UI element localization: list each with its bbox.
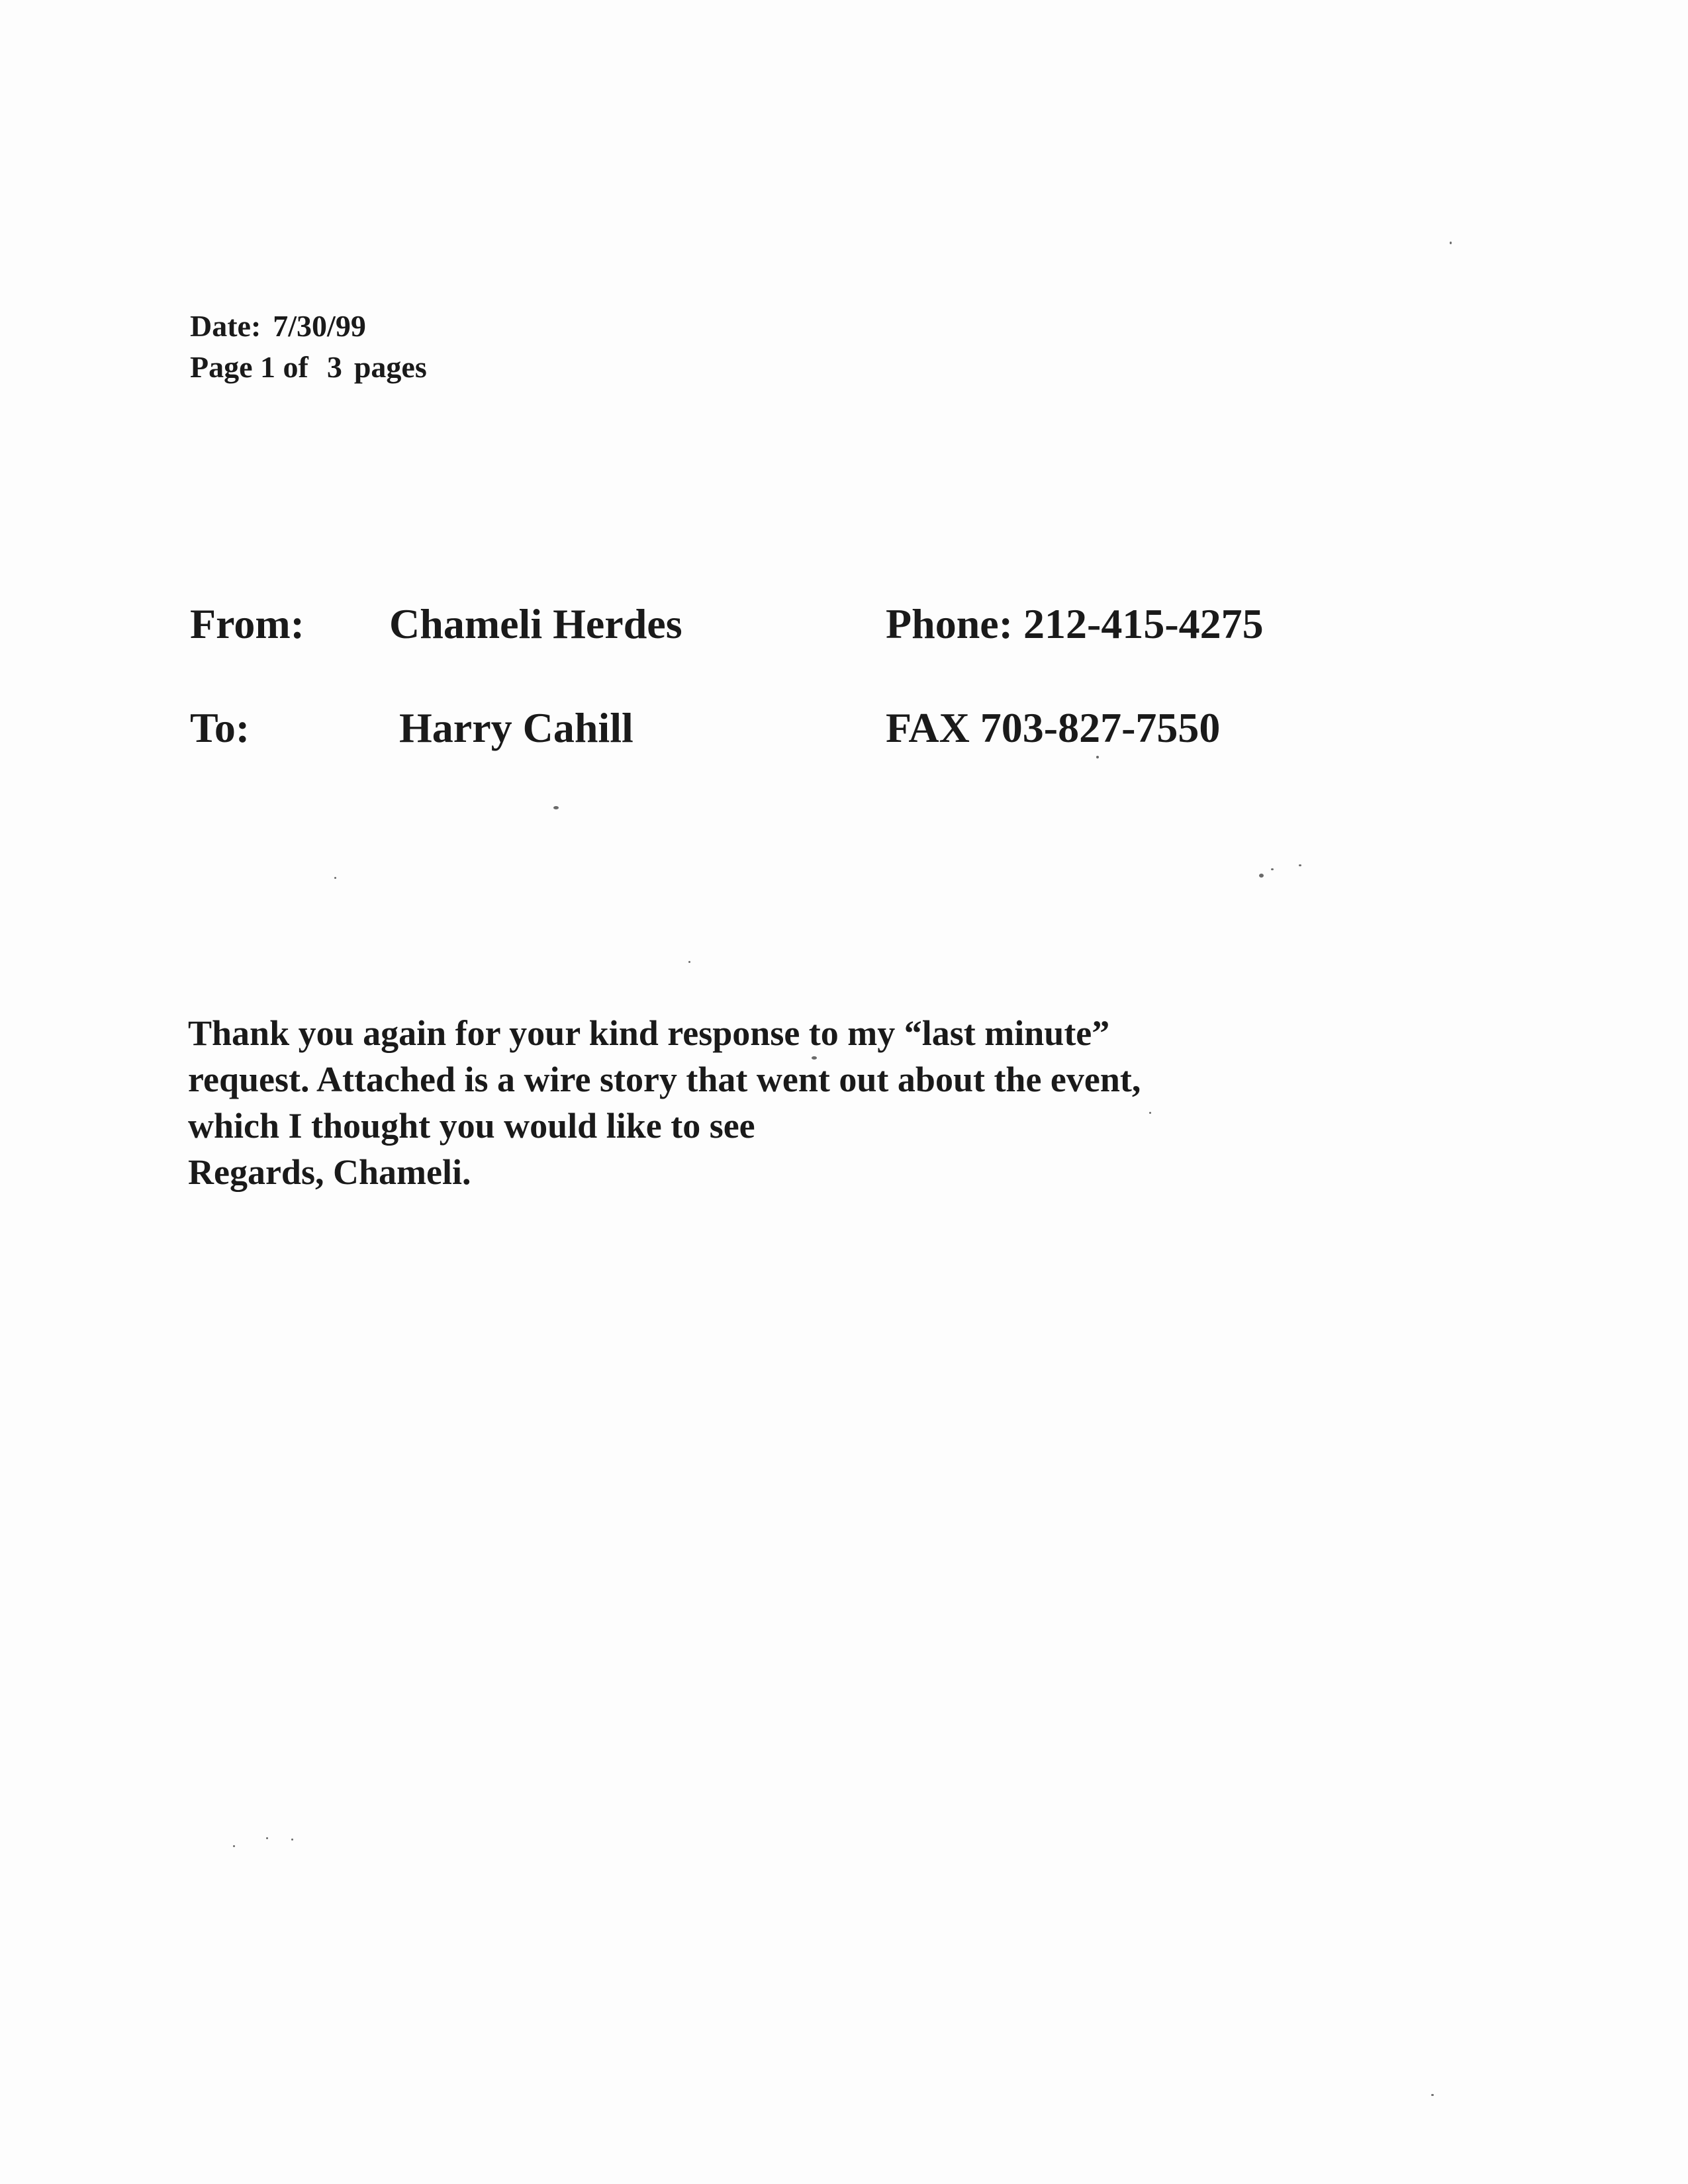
scan-speck <box>266 1837 268 1839</box>
message-signoff: Regards, Chameli. <box>188 1152 471 1192</box>
scan-speck <box>1271 868 1274 870</box>
from-label: From: <box>190 600 305 647</box>
scan-speck <box>812 1056 817 1060</box>
scan-speck <box>1431 2094 1434 2096</box>
page-label: Page 1 of <box>190 350 308 384</box>
to-name: Harry Cahill <box>399 704 633 751</box>
scan-speck <box>1096 756 1099 758</box>
page-total: 3 <box>326 350 342 384</box>
scan-speck <box>334 877 336 879</box>
scan-speck <box>1149 1112 1151 1114</box>
message-line: Thank you again for your kind response to my “last minute” <box>188 1013 1110 1053</box>
to-label: To: <box>190 704 250 751</box>
scan-speck <box>1259 874 1264 878</box>
date-value: 7/30/99 <box>273 309 366 343</box>
fax-header-meta <box>190 306 427 388</box>
scan-speck <box>233 1845 235 1847</box>
date-label: Date: <box>190 309 261 343</box>
message-line: which I thought you would like to see <box>188 1106 755 1146</box>
message-line: request. Attached is a wire story that went out about the event, <box>188 1060 1141 1099</box>
date-line <box>190 306 427 347</box>
scan-speck <box>1450 242 1452 244</box>
fax-number: FAX 703-827-7550 <box>886 704 1221 751</box>
scan-speck <box>688 961 690 963</box>
page-count-line <box>190 347 427 388</box>
message-body <box>188 1010 1313 1195</box>
phone-number: Phone: 212-415-4275 <box>886 600 1264 647</box>
scan-speck <box>1299 864 1301 866</box>
scan-speck <box>553 806 559 809</box>
scan-speck <box>291 1839 293 1841</box>
page-suffix: pages <box>353 350 427 384</box>
from-name: Chameli Herdes <box>389 600 682 647</box>
